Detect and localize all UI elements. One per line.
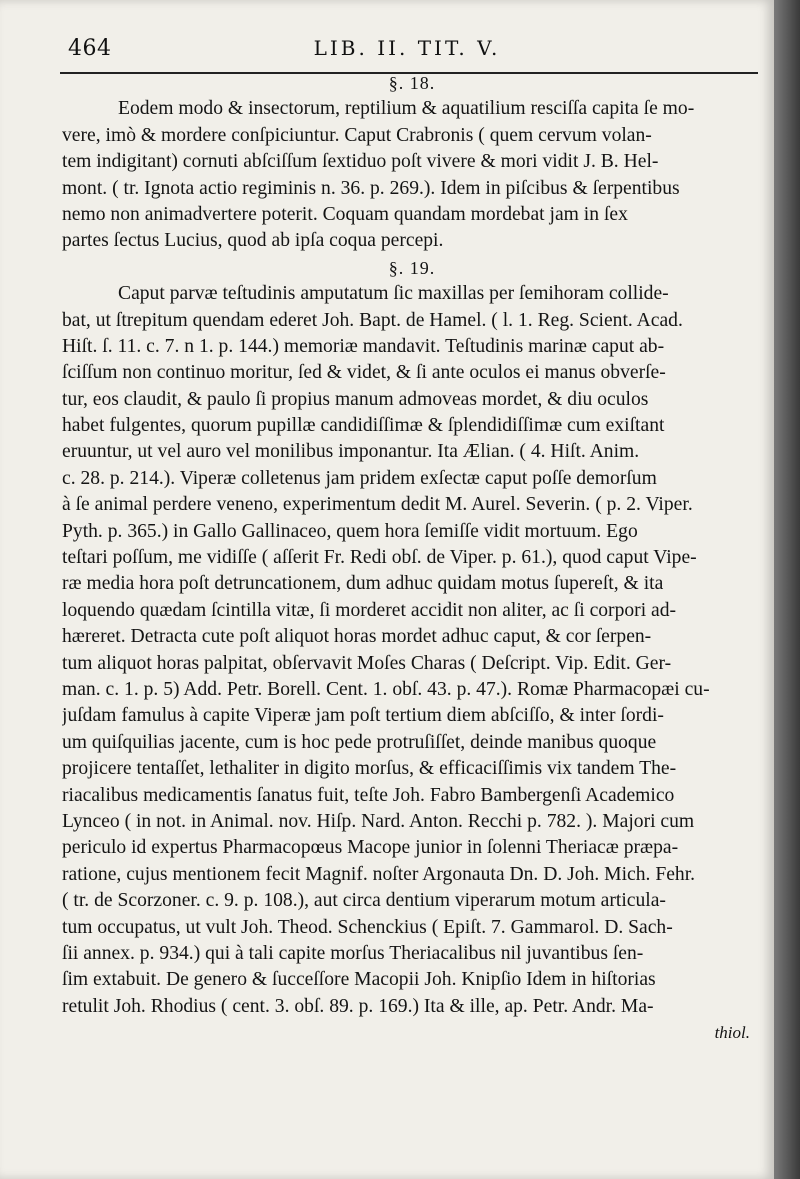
text-line: um quiſquilias jacente, cum is hoc pede protruſiſſet, deinde manibus quoque: [62, 731, 657, 753]
text-line: vere, imò & mordere conſpiciuntur. Caput Crabronis ( quem cervum volan-: [62, 124, 652, 146]
text-line: retulit Joh. Rhodius ( cent. 3. obſ. 89. p. 169.) Ita & ille, ap. Petr. Andr. Ma-: [62, 995, 654, 1017]
text-line: bat, ut ſtrepitum quendam ederet Joh. Bapt. de Hamel. ( l. 1. Reg. Scient. Acad.: [62, 309, 683, 331]
text-line: c. 28. p. 214.). Viperæ colletenus jam pridem exſectæ caput poſſe demorſum: [62, 467, 657, 489]
text-line: nemo non animadvertere poterit. Coquam quandam mordebat jam in ſex: [62, 203, 628, 225]
text-line: tur, eos claudit, & paulo ſi propius manum admoveas mordet, & diu oculos: [62, 388, 649, 410]
catchword: thiol.: [714, 1023, 750, 1043]
text-line: Lynceo ( in not. in Animal. nov. Hiſp. Nard. Anton. Recchi p. 782. ). Majori cum: [62, 810, 695, 832]
text-line: riacalibus medicamentis ſanatus fuit, teſte Joh. Fabro Bambergenſi Academico: [62, 784, 675, 806]
text-line: ſciſſum non continuo moritur, ſed & videt, & ſi ante oculos ei manus obverſe-: [62, 362, 666, 384]
page-header: [62, 32, 752, 72]
text-line: Eodem modo & insectorum, reptilium & aquatilium resciſſa capita ſe mo-: [118, 98, 695, 120]
text-line: periculo id expertus Pharmacopœus Macope junior in ſolenni Theriacæ præpa-: [62, 837, 679, 859]
text-line: projicere tentaſſet, lethaliter in digito morſus, & efficaciſſimis vix tandem The-: [62, 758, 677, 780]
text-line: eruuntur, ut vel auro vel monilibus imponantur. Ita Ælian. ( 4. Hiſt. Anim.: [62, 441, 640, 463]
text-line: tum occupatus, ut vult Joh. Theod. Schenckius ( Epiſt. 7. Gammarol. D. Sach-: [62, 916, 673, 938]
text-line: à ſe animal perdere veneno, experimentum dedit M. Aurel. Severin. ( p. 2. Viper.: [62, 494, 693, 516]
text-line: Caput parvæ teſtudinis amputatum ſic maxillas per ſemihoram collide-: [118, 283, 669, 305]
text-line: hæreret. Detracta cute poſt aliquot horas mordet adhuc caput, & cor ſerpen-: [62, 626, 652, 648]
text-body: [62, 70, 762, 1046]
text-line: ratione, cujus mentionem fecit Magnif. noſter Argonauta Dn. D. Joh. Mich. Fehr.: [62, 863, 696, 885]
page-edge-shadow: [774, 0, 800, 1179]
text-line: tum aliquot horas palpitat, obſervavit Moſes Charas ( Deſcript. Vip. Edit. Ger-: [62, 652, 672, 674]
text-line: habet fulgentes, quorum pupillæ candidiſſimæ & ſplendidiſſimæ cum exiſtant: [62, 415, 665, 437]
text-line: partes ſectus Lucius, quod ab ipſa coqua percepi.: [62, 230, 444, 252]
text-line: Hiſt. ſ. 11. c. 7. n 1. p. 144.) memoriæ mandavit. Teſtudinis marinæ caput ab-: [62, 335, 665, 357]
text-line: Pyth. p. 365.) in Gallo Gallinaceo, quem hora ſemiſſe vidit mortuum. Ego: [62, 520, 638, 542]
text-line: tem indigitant) cornuti abſciſſum ſextiduo poſt vivere & mori vidit J. B. Hel-: [62, 151, 659, 173]
section-label: §. 18.: [388, 73, 436, 93]
text-line: teſtari poſſum, me vidiſſe ( aſſerit Fr. Redi obſ. de Viper. p. 61.), quod caput Vipe-: [62, 547, 697, 569]
section-label: §. 19.: [388, 257, 436, 278]
text-line: ræ media hora poſt detruncationem, dum adhuc quidam motus ſupereſt, & ita: [62, 573, 664, 595]
text-line: juſdam famulus à capite Viperæ jam poſt tertium diem abſciſſo, & inter ſordi-: [62, 705, 664, 727]
text-line: mont. ( tr. Ignota actio regiminis n. 36. p. 269.). Idem in piſcibus & ſerpentibus: [62, 177, 680, 199]
text-line: man. c. 1. p. 5) Add. Petr. Borell. Cent. 1. obſ. 43. p. 47.). Romæ Pharmacopæi cu-: [62, 678, 710, 700]
text-line: loquendo quædam ſcintilla vitæ, ſi morderet accidit non aliter, ac ſi corpori ad-: [62, 599, 677, 621]
text-line: ſim extabuit. De genero & ſucceſſore Macopii Joh. Knipſio Idem in hiſtorias: [62, 969, 656, 991]
text-line: ( tr. de Scorzoner. c. 9. p. 108.), aut circa dentium viperarum motum articula-: [62, 890, 666, 912]
running-title: LIB. II. TIT. V.: [313, 36, 501, 60]
page-number: 464: [68, 36, 112, 61]
text-line: ſii annex. p. 934.) qui à tali capite morſus Theriacalibus nil juvantibus ſen-: [62, 942, 644, 964]
